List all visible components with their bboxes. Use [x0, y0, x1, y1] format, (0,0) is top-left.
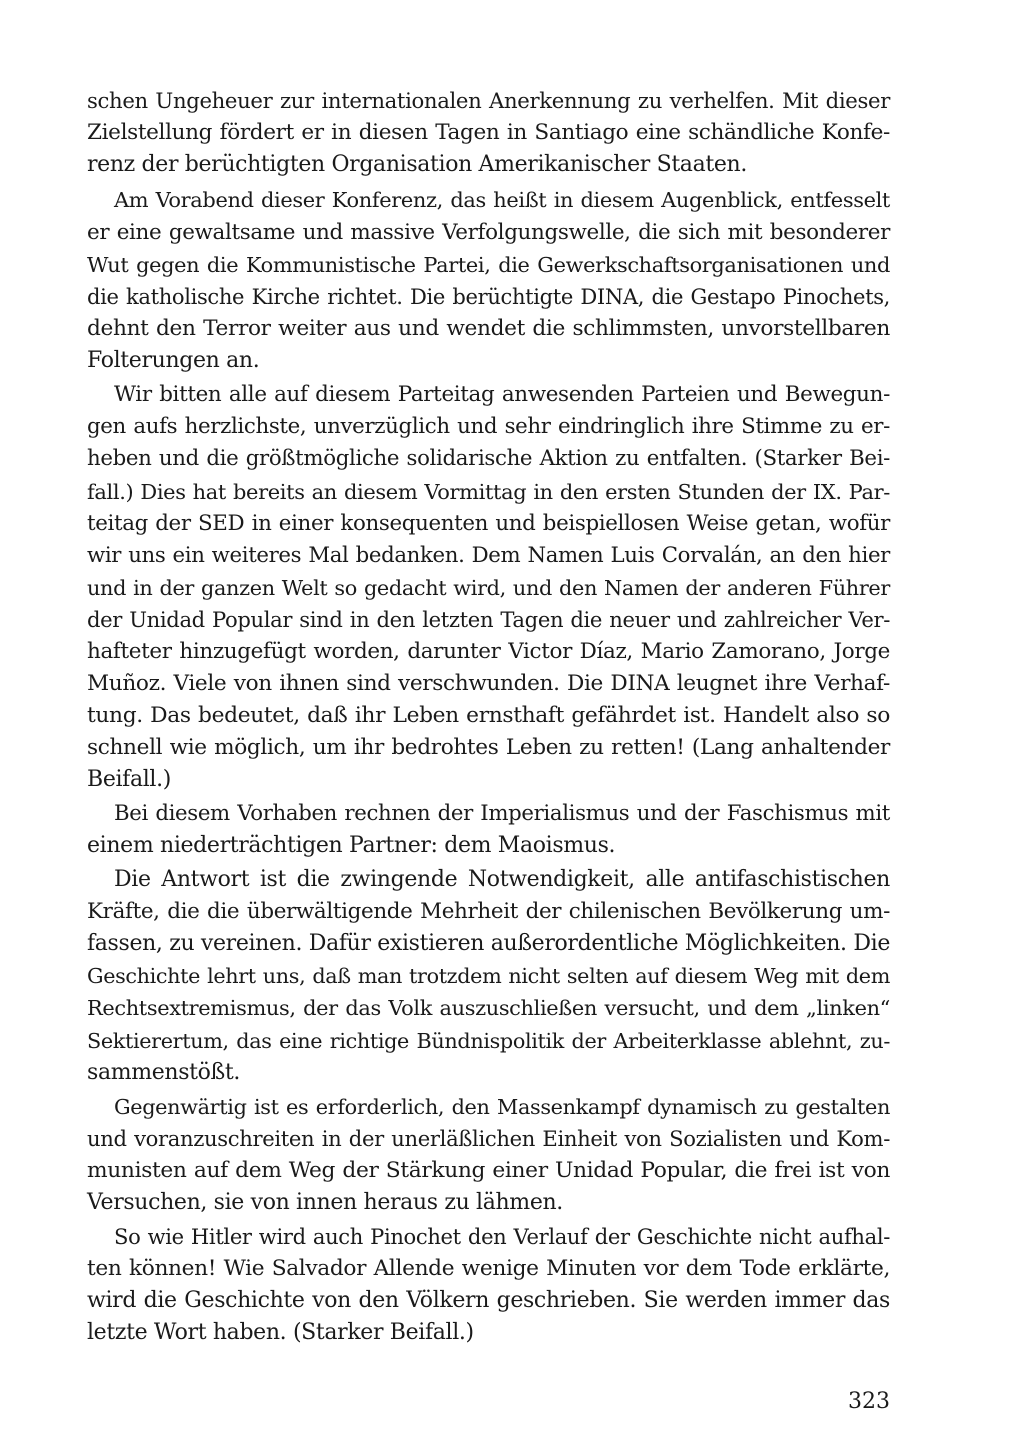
text-line: Gegenwärtig ist es erforderlich, den Massenkampf dynamisch zu gestalten	[114, 1095, 890, 1119]
text-line: die katholische Kirche richtet. Die berüchtigte DINA, die Gestapo Pinochets,	[87, 284, 890, 309]
text-line: Muñoz. Viele von ihnen sind verschwunden. Die DINA leugnet ihre Verhaf-	[87, 671, 890, 696]
page-number: 323	[848, 1389, 890, 1414]
text-line: tung. Das bedeutet, daß ihr Leben ernsthaft gefährdet ist. Handelt also so	[87, 703, 890, 728]
text-line: Beifall.)	[87, 767, 171, 792]
text-line: Bei diesem Vorhaben rechnen der Imperialismus und der Faschismus mit	[114, 801, 890, 826]
text-line: letzte Wort haben. (Starker Beifall.)	[87, 1320, 474, 1345]
text-line: wir uns ein weiteres Mal bedanken. Dem Namen Luis Corvalán, an den hier	[87, 543, 890, 568]
text-line: hafteter hinzugefügt worden, darunter Victor Díaz, Mario Zamorano, Jorge	[87, 639, 890, 664]
text-line: er eine gewaltsame und massive Verfolgungswelle, die sich mit besonderer	[87, 220, 890, 245]
text-line: teitag der SED in einer konsequenten und beispiellosen Weise getan, wofür	[87, 511, 890, 536]
text-line: dehnt den Terror weiter aus und wendet die schlimmsten, unvorstellbaren	[87, 316, 890, 341]
text-line: gen aufs herzlichste, unverzüglich und sehr eindringlich ihre Stimme zu er-	[87, 414, 890, 439]
text-line: Geschichte lehrt uns, daß man trotzdem nicht selten auf diesem Weg mit dem	[87, 964, 890, 988]
text-line: Sektierertum, das eine richtige Bündnispolitik der Arbeiterklasse ablehnt, zu-	[87, 1029, 890, 1053]
text-line: Die Antwort ist die zwingende Notwendigkeit, alle antifaschistischen	[114, 867, 890, 892]
text-line: ten können! Wie Salvador Allende wenige Minuten vor dem Tode erklärte,	[87, 1256, 890, 1281]
text-line: Am Vorabend dieser Konferenz, das heißt in diesem Augenblick, entfesselt	[114, 188, 890, 212]
text-line: Zielstellung fördert er in diesen Tagen in Santiago eine schändliche Konfe-	[87, 120, 890, 145]
text-line: und voranzuschreiten in der unerläßlichen Einheit von Sozialisten und Kom-	[87, 1126, 890, 1151]
text-line: Rechtsextremismus, der das Volk auszuschließen versucht, und dem „linken“	[87, 996, 890, 1020]
text-line: und in der ganzen Welt so gedacht wird, und den Namen der anderen Führer	[87, 576, 890, 600]
text-line: heben und die größtmögliche solidarische Aktion zu entfalten. (Starker Bei-	[87, 446, 890, 471]
text-line: Wut gegen die Kommunistische Partei, die Gewerkschaftsorganisationen und	[87, 253, 890, 277]
text-line: Versuchen, sie von innen heraus zu lähmen.	[87, 1190, 563, 1215]
text-line: der Unidad Popular sind in den letzten Tagen die neuer und zahlreicher Ver-	[87, 607, 890, 632]
text-line: Kräfte, die die überwältigende Mehrheit der chilenischen Bevölkerung um-	[87, 899, 890, 924]
text-line: schen Ungeheuer zur internationalen Anerkennung zu verhelfen. Mit dieser	[87, 88, 890, 113]
text-line: wird die Geschichte von den Völkern geschrieben. Sie werden immer das	[87, 1288, 890, 1313]
text-line: schnell wie möglich, um ihr bedrohtes Leben zu retten! (Lang anhaltender	[87, 735, 890, 760]
text-line: renz der berüchtigten Organisation Amerikanischer Staaten.	[87, 152, 747, 177]
text-line: So wie Hitler wird auch Pinochet den Verlauf der Geschichte nicht aufhal-	[114, 1224, 890, 1249]
text-line: munisten auf dem Weg der Stärkung einer Unidad Popular, die frei ist von	[87, 1158, 890, 1183]
text-line: fall.) Dies hat bereits an diesem Vormittag in den ersten Stunden der IX. Par-	[87, 480, 890, 504]
text-line: fassen, zu vereinen. Dafür existieren außerordentliche Möglichkeiten. Die	[87, 931, 890, 956]
text-line: Wir bitten alle auf diesem Parteitag anwesenden Parteien und Bewegun-	[114, 382, 890, 407]
text-line: einem niederträchtigen Partner: dem Maoismus.	[87, 833, 616, 858]
text-line: Folterungen an.	[87, 348, 260, 373]
text-line: sammenstößt.	[87, 1060, 241, 1085]
